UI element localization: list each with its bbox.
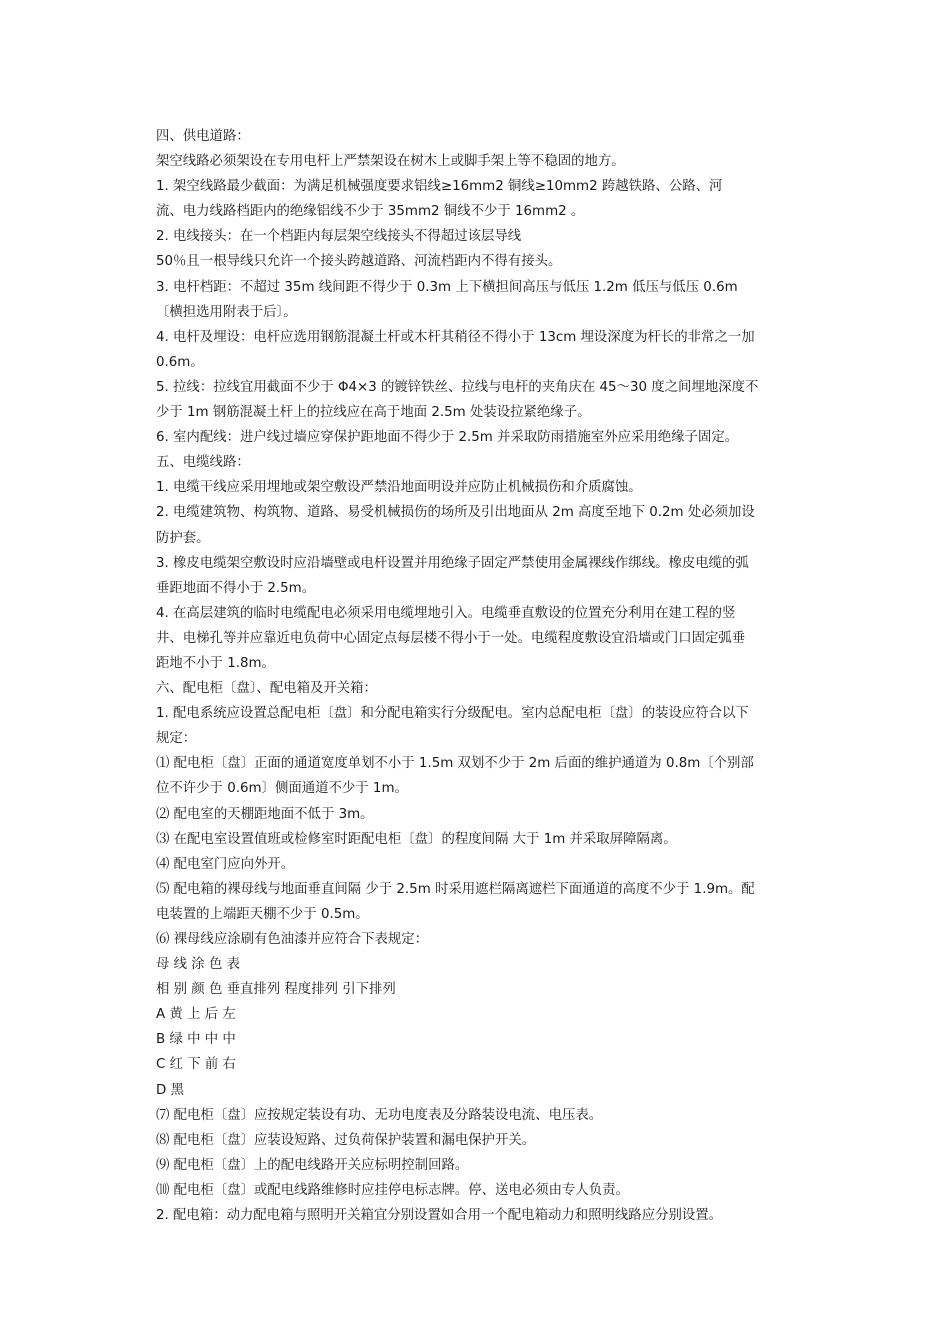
paragraph: 防护套。 (156, 530, 210, 546)
paragraph: 2. 电线接头：在一个档距内每层架空线接头不得超过该层导线 (156, 229, 522, 245)
section-heading-power-line: 四、供电道路： (156, 129, 250, 144)
busbar-color-table-title: 母 线 涂 色 表 (156, 957, 240, 973)
paragraph: 距地不小于 1.8m。 (156, 655, 275, 671)
paragraph: 1. 电缆干线应采用埋地或架空敷设严禁沿地面明设并应防止机械损伤和介质腐蚀。 (156, 480, 642, 496)
paragraph: 〔横担选用附表于后〕。 (156, 304, 297, 320)
paragraph: ⑶ 在配电室设置值班或检修室时距配电柜〔盘〕的程度间隔 大于 1m 并采取屏障隔离。 (156, 831, 677, 847)
paragraph: 6. 室内配线：进户线过墙应穿保护距地面不得少于 2.5m 并采取防雨措施室外应采用绝缘子固定。 (156, 430, 739, 446)
paragraph: 位不许少于 0.6m〕侧面通道不少于 1m。 (156, 781, 408, 797)
paragraph: 50％且一根导线只允许一个接头跨越道路、河流档距内不得有接头。 (156, 254, 562, 270)
paragraph: 2. 电缆建筑物、构筑物、道路、易受机械损伤的场所及引出地面从 2m 高度至地下 0.2m 处必须加设 (156, 505, 755, 521)
paragraph: 3. 电杆档距：不超过 35m 线间距不得少于 0.3m 上下横担间高压与低压 1.2m 低压与低压 0.6m (156, 279, 738, 295)
paragraph: 1. 架空线路最少截面：为满足机械强度要求铝线≥16mm2 铜线≥10mm2 跨越铁路、公路、河 (156, 179, 723, 195)
busbar-color-table-row: A 黄 上 后 左 (156, 1007, 236, 1023)
paragraph: ⑺ 配电柜〔盘〕应按规定装设有功、无功电度表及分路装设电流、电压表。 (156, 1107, 603, 1123)
paragraph: ⑻ 配电柜〔盘〕应装设短路、过负荷保护装置和漏电保护开关。 (156, 1132, 536, 1148)
paragraph: ⑹ 裸母线应涂刷有色油漆并应符合下表规定： (156, 932, 429, 947)
paragraph: 电装置的上端距天棚不少于 0.5m。 (156, 906, 369, 922)
busbar-color-table-row: B 绿 中 中 中 (156, 1032, 236, 1048)
paragraph: ⑼ 配电柜〔盘〕上的配电线路开关应标明控制回路。 (156, 1157, 469, 1173)
paragraph: ⑷ 配电室门应向外开。 (156, 856, 295, 872)
paragraph: ⑽ 配电柜〔盘〕或配电线路维修时应挂停电标志牌。停、送电必须由专人负责。 (156, 1182, 629, 1198)
paragraph: 规定： (156, 731, 197, 747)
section-heading-distribution: 六、配电柜〔盘〕、配电箱及开关箱： (156, 681, 377, 697)
busbar-color-table-row: D 黑 (156, 1082, 184, 1098)
paragraph: 2. 配电箱：动力配电箱与照明开关箱宜分别设置如合用一个配电箱动力和照明线路应分别设置。 (156, 1208, 723, 1224)
paragraph: 4. 电杆及埋设：电杆应选用钢筋混凝土杆或木杆其稍径不得小于 13cm 埋设深度为杆长的非常之一加 (156, 329, 755, 345)
paragraph: 4. 在高层建筑的临时电缆配电必须采用电缆埋地引入。电缆垂直敷设的位置充分利用在建工程的竖 (156, 605, 736, 621)
paragraph: 垂距地面不得小于 2.5m。 (156, 580, 316, 596)
busbar-color-table-row: C 红 下 前 右 (156, 1057, 236, 1073)
paragraph: 3. 橡皮电缆架空敷设时应沿墙壁或电杆设置并用绝缘子固定严禁使用金属裸线作绑线。橡皮电缆的弧 (156, 555, 749, 571)
paragraph: 5. 拉线：拉线宜用截面不少于 Φ4×3 的镀锌铁丝、拉线与电杆的夹角庆在 45～30 度之间埋地深度不 (156, 379, 759, 395)
paragraph: 少于 1m 钢筋混凝土杆上的拉线应在高于地面 2.5m 处装设拉紧绝缘子。 (156, 405, 591, 421)
paragraph: 井、电梯孔等并应靠近电负荷中心固定点每层楼不得小于一处。电缆程度敷设宜沿墙或门口固定弧垂 (156, 630, 746, 646)
document-body (156, 124, 796, 1228)
section-heading-cable-line: 五、电缆线路： (156, 455, 250, 471)
busbar-color-table-header: 相 别 颜 色 垂直排列 程度排列 引下排列 (156, 982, 396, 998)
paragraph: 1. 配电系统应设置总配电柜〔盘〕和分配电箱实行分级配电。室内总配电柜〔盘〕的装设应符合以下 (156, 706, 749, 722)
paragraph: ⑵ 配电室的天棚距地面不低于 3m。 (156, 806, 374, 822)
paragraph: ⑸ 配电箱的裸母线与地面垂直间隔 少于 2.5m 时采用遮栏隔离遮栏下面通道的高度不少于 1.9m。配 (156, 881, 755, 897)
paragraph: 0.6m。 (156, 354, 204, 370)
paragraph: 流、电力线路档距内的绝缘铝线不少于 35mm2 铜线不少于 16mm2 。 (156, 204, 585, 220)
paragraph: ⑴ 配电柜〔盘〕正面的通道宽度单划不小于 1.5m 双划不少于 2m 后面的维护通道为 0.8m〔个别部 (156, 756, 754, 772)
paragraph: 架空线路必须架设在专用电杆上严禁架设在树木上或脚手架上等不稳固的地方。 (156, 154, 625, 170)
